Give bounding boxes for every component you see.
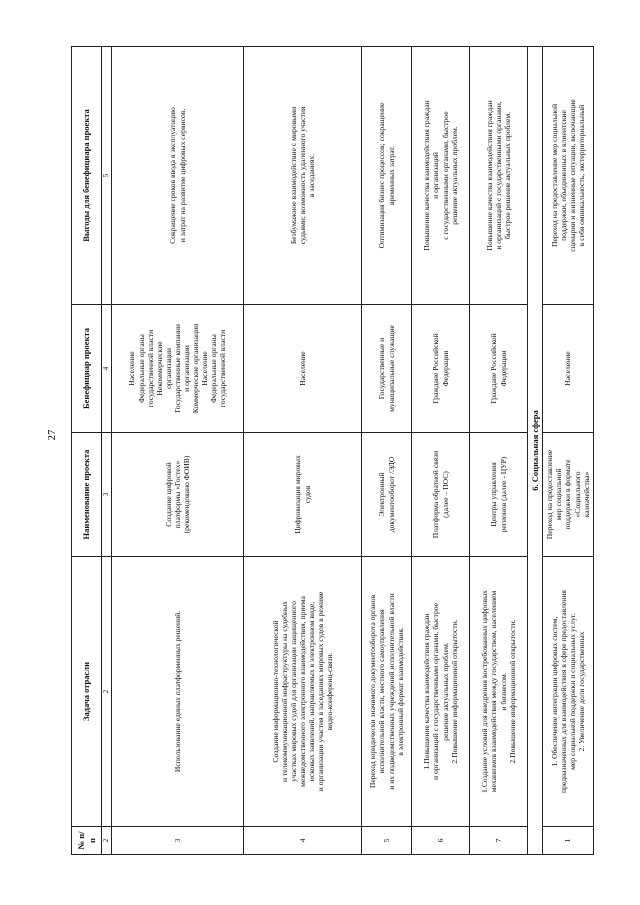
beneficiary-cell — [362, 305, 412, 433]
column-number-row — [102, 47, 112, 855]
benefits-cell — [470, 47, 528, 305]
beneficiary-cell — [244, 305, 362, 433]
project-cell-line: Электронный — [377, 472, 387, 517]
benefits-cell-line: Повышение качества взаимодействия граждан — [422, 100, 432, 251]
table-row — [412, 47, 470, 855]
row-number: 5 — [362, 827, 412, 855]
beneficiary-cell-line: Население — [200, 351, 210, 386]
benefits-cell — [244, 47, 362, 305]
benefits-cell — [412, 47, 470, 305]
beneficiary-cell-line: и организации — [182, 345, 192, 392]
project-cell-line: (далее – ПОС) — [440, 471, 450, 518]
project-cell-line: Центры управления — [489, 462, 499, 527]
project-cell-line: платформы «Гостех» — [172, 460, 182, 529]
beneficiary-cell-line: Федерации — [440, 350, 450, 387]
beneficiary-cell-line: организации — [163, 348, 173, 389]
header-project: Наименование проекта — [72, 433, 102, 557]
beneficiary-cell-line: Государственные и — [377, 337, 387, 400]
row-number: 4 — [244, 827, 362, 855]
task-cell-line: участках мировых судей для организации защищенного — [288, 601, 298, 782]
benefits-cell-line: Переход на предоставление мер социальной — [549, 103, 559, 248]
benefits-cell — [112, 47, 244, 305]
column-number: 2 — [102, 827, 112, 855]
beneficiary-cell-line: муниципальные служащие — [386, 325, 396, 412]
benefits-cell — [543, 47, 594, 305]
benefits-cell-line: в заседаниях. — [307, 153, 317, 198]
task-cell-line: и организации участия в заседаниях мировых судов в режиме — [316, 591, 326, 792]
beneficiary-cell-line: Федерации — [498, 350, 508, 387]
column-number: 4 — [102, 305, 112, 433]
beneficiary-cell-line: Коммерческие организации — [191, 323, 201, 414]
section-row — [528, 47, 543, 855]
project-cell-line: «Социального — [572, 471, 582, 518]
task-cell-line: и их подведомственных учреждений исполнительной власти — [386, 593, 396, 790]
project-cell — [543, 433, 594, 557]
task-cell — [244, 557, 362, 827]
project-cell-line: Платформа обратной связи — [431, 450, 441, 539]
benefits-cell — [362, 47, 412, 305]
beneficiary-cell-line: Население — [297, 351, 307, 386]
task-cell-line: в электронный формат взаимодействия. — [395, 627, 405, 756]
task-cell-line: Переход юридически значимого документооборота органов — [368, 594, 378, 789]
beneficiary-cell-line: Федеральные органы — [209, 334, 219, 403]
beneficiary-cell-line: Население — [127, 351, 137, 386]
beneficiary-cell — [412, 305, 470, 433]
benefits-cell-line: и затрат на развитие цифровых сервисов. — [177, 108, 187, 243]
benefits-cell-line: сценарии и жизненные ситуации, включающие — [568, 99, 577, 252]
project-cell-line: мер социальной — [554, 468, 564, 521]
row-number: 7 — [470, 827, 528, 855]
row-number: 1 — [543, 827, 594, 855]
benefits-cell-line: решение актуальных проблем. — [449, 126, 459, 225]
table-row — [470, 47, 528, 855]
rotated-table-container — [71, 47, 594, 855]
project-cell-line: судов — [302, 485, 312, 504]
beneficiary-cell-line: Федеральные органы — [136, 334, 146, 403]
row-number: 6 — [412, 827, 470, 855]
benefits-cell-line: быстрое решение актуальных проблем. — [503, 111, 513, 240]
task-cell-line: межведомственного электронного взаимодействия, приема — [297, 596, 307, 787]
benefits-cell-line: и организаций — [431, 152, 441, 199]
beneficiary-cell-line: Государственные компании — [172, 324, 182, 413]
task-cell-line: механизмов взаимодействия между государством, населением — [489, 590, 499, 793]
project-cell-line: (рекомендовано ФОИВ) — [182, 455, 192, 534]
task-cell-line: и бизнесом. — [498, 672, 508, 711]
row-number: 3 — [112, 827, 244, 855]
beneficiary-cell — [470, 305, 528, 433]
task-cell — [412, 557, 470, 827]
table-row — [112, 47, 244, 855]
task-cell-line: видео-конференц-связи. — [325, 652, 335, 731]
header-task: Задача отрасли — [72, 557, 102, 827]
beneficiary-cell — [112, 305, 244, 433]
beneficiary-cell-line: Граждане Российской — [489, 333, 499, 404]
task-cell — [543, 557, 594, 827]
project-cell-line: Создание цифровой — [163, 462, 173, 527]
task-cell-line: 1.Повышение качества взаимодействия граждан — [422, 613, 432, 770]
table-header-row — [72, 47, 102, 855]
task-cell-line: мер социальной поддержки и социальных услуг. — [568, 613, 577, 770]
beneficiary-cell-line: государственной власти — [218, 329, 228, 408]
beneficiary-cell-line: государственной власти — [145, 329, 155, 408]
benefits-cell-line: судьями; возможность удаленного участия — [297, 106, 307, 245]
benefits-cell-line: Оптимизация бизнес процессов; сокращение — [377, 102, 387, 249]
task-cell-line: и организаций с государственными органами, быстрое — [431, 603, 441, 781]
beneficiary-cell — [543, 305, 594, 433]
column-number: 3 — [102, 433, 112, 557]
beneficiary-cell-line: Граждане Российской — [431, 333, 441, 404]
task-cell-line: 2.Повышение информационной открытости. — [507, 619, 517, 764]
project-cell-line: казначейства» — [581, 471, 591, 518]
project-cell-line: Переход на предоставление — [545, 449, 555, 540]
beneficiary-cell-line: Некоммерческие — [154, 341, 164, 396]
task-cell-line: 2. Увеличение доли государственных — [577, 631, 587, 752]
project-cell — [244, 433, 362, 557]
benefits-cell-line: Сокращение сроков ввода в эксплуатацию — [168, 107, 178, 244]
header-benefits: Выгоды для бенефициара проекта — [72, 47, 102, 305]
header-num: № п/п — [72, 827, 102, 855]
project-cell — [412, 433, 470, 557]
table-row — [362, 47, 412, 855]
table-row — [244, 47, 362, 855]
project-cell-line: регионов (далее - ЦУР) — [498, 456, 508, 533]
task-cell — [470, 557, 528, 827]
project-cell — [470, 433, 528, 557]
column-number: 2 — [102, 557, 112, 827]
table-row — [543, 47, 594, 855]
task-cell-line: и телекоммуникационной инфраструктуры на судебных — [279, 601, 289, 782]
table-body — [112, 47, 594, 855]
project-cell-line: поддержки в формате — [563, 459, 573, 530]
page-number: 27 — [46, 429, 58, 441]
section-title: 6. Социальная сфера — [528, 47, 543, 855]
task-cell-line: 2.Повышение информационной открытости. — [449, 619, 459, 764]
task-cell-line: Использование единых платформенных решений. — [172, 610, 182, 773]
benefits-cell-line: с государственными органами, быстрое — [440, 111, 450, 240]
task-cell — [112, 557, 244, 827]
benefits-cell-line: Безбумажное взаимодействие с мировыми — [288, 106, 298, 245]
task-cell — [362, 557, 412, 827]
project-cell — [112, 433, 244, 557]
project-cell-line: Цифровизация мировых — [293, 455, 303, 534]
beneficiary-cell-line: Население — [563, 351, 573, 386]
project-cell — [362, 433, 412, 557]
benefits-cell-line: Повышение качества взаимодействия граждан — [484, 100, 494, 251]
task-cell-line: предназначенных для взаимодействия в сфере предоставления — [558, 590, 568, 793]
task-cell-line: решение актуальных проблем. — [440, 642, 450, 741]
projects-table — [71, 46, 594, 855]
task-cell-line: Создание информационно-технологической — [270, 620, 280, 763]
task-cell-line: исковых заявлений, направляемых в электронном виде, — [307, 601, 317, 782]
column-number: 5 — [102, 47, 112, 305]
benefits-cell-line: и организаций с государственными органами, — [493, 101, 503, 250]
header-beneficiary: Бенефициар проекта — [72, 305, 102, 433]
task-cell-line: 1. Обеспечение интеграции цифровых систем, — [549, 616, 559, 767]
benefits-cell-line: временных затрат. — [386, 145, 396, 206]
task-cell-line: 1.Создание условий для внедрения востребованных цифровых — [480, 590, 490, 793]
project-cell-line: документооборот /ЭДО — [386, 456, 396, 533]
benefits-cell-line: в себя омникальность, экстерриториальный — [577, 104, 587, 247]
task-cell-line: исполнительной власти, местного самоуправления — [377, 609, 387, 774]
benefits-cell-line: поддержки, объединенных в клиентские — [558, 110, 568, 241]
